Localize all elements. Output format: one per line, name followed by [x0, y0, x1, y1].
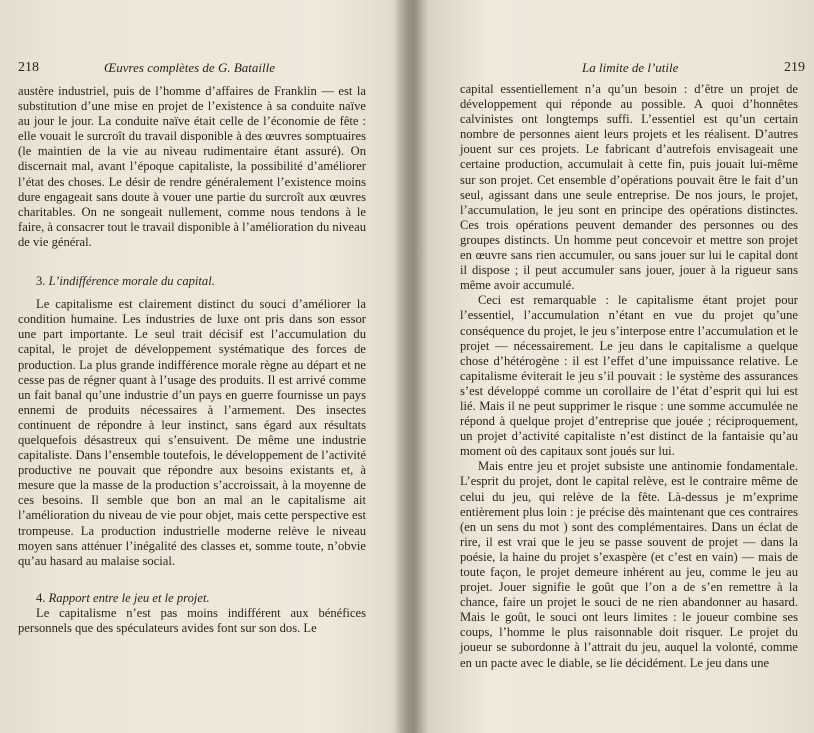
section-3-number: 3. [36, 274, 46, 289]
page-number-left: 218 [18, 60, 39, 75]
right-paragraph-3: Mais entre jeu et projet subsiste une antinomie fondamentale. L’esprit du projet, dont le capital relève, est le contraire même de celui du jeu, qui relève de la fête. Là-dessus je m’exprime entièrement plus loin : je précise dès maintenant que ces contraires (en un sens du mot ) sont des complémentaires. Dans un éclat de rire, il est vrai que le jeu se passe souvent de projet — dans la poésie, la haine du projet s’exaspère (et c’est en vain) — mais de toute façon, le projet demeure inhérent au jeu, comme le jeu au projet. Jouer signifie le goût que l’on a de s’en remettre à la chance, faire un projet le souci de ne rien abandonner au hasard. Mais le goût, le souci ont leurs limites : le joueur combine ses coups, l’homme le plus raisonnable doit risquer. Le projet du joueur se subordonne à l’attrait du jeu, auquel la volonté, comme en un pacte avec le diable, se lie décidément. Le jeu dans une [460, 459, 798, 670]
section-4-paragraph: Le capitalisme n’est pas moins indifférent aux bénéfices personnels que des spéculateurs avides font sur son dos. Le [18, 605, 366, 635]
section-3-heading [18, 274, 366, 289]
right-page [418, 0, 814, 733]
continuation-paragraph: austère industriel, puis de l’homme d’affaires de Franklin — est la substitution d’une mise en projet de l’existence à sa conduite naïve au jour le jour. La conduite naïve était celle de l’économie de fête : elle vouait le surcroît du travail disponible à des œuvres somptuaires (le maintien de la vie au niveau rudimentaire étant assuré). On discernait mal, avant l’époque capitaliste, la possibilité d’améliorer l’état des choses. Le désir de rendre généralement l’existence moins dure engageait sans doute à vouer une partie du surcroît aux œuvres charitables. On ne songeait nullement, comme nous tendons à le faire, à consacrer tout le travail disponible à l’amélioration du niveau de vie général. [18, 84, 366, 249]
section-3-paragraph: Le capitalisme est clairement distinct du souci d’améliorer la condition humaine. Les industries de luxe ont pris dans son essor une part importante. Le seul trait décisif est l’accumulation du capital, le projet de développement systématique des forces de production. La plus grande indifférence morale règne au départ et ne cesse pas de régner quant à l’usage des produits. Il est arrivé comme un fait banal qu’une industrie d’un pays en guerre fournisse un pays ennemi de produits nécessaires à l’armement. Des insectes continuent de répondre à leur instinct, sans égard aux résultats quelquefois désastreux qui s’ensuivent. De même une industrie capitaliste. Dans l’ensemble toutefois, le développement de l’activité productive ne pouvait que répondre aux besoins existants et, à mesure que la masse de la production s’accroissait, à la moyenne de ces besoins. Il semble que bon an mal an le capitalisme ait l’amélioration du niveau de vie pour objet, mais cette perspective est trompeuse. La production industrielle moderne relève le niveau moyen sans atténuer l’inégalité des classes et, somme toute, n’obvie qu’au hasard au malaise social. [18, 297, 366, 568]
left-page-body [18, 84, 366, 636]
right-paragraph-2: Ceci est remarquable : le capitalisme étant projet pour l’essentiel, l’accumulation n’étant en vue du projet qu’une conséquence du projet, le jeu s’interpose entre l’accumulation et le projet — nécessairement. Le jeu dans le capitalisme a quelque chose d’hétérogène : il est l’effet d’une impuissance relative. Le capitalisme éviterait le jeu s’il pouvait : le système des assurances s’est développé comme un corollaire de l’état d’esprit qui lui est lié. Mais il ne peut supprimer le risque : une somme accumulée ne répond à quelque projet d’entreprise que jouée ; réciproquement, un projet d’activité capitaliste n’est distinct de la fantaisie qu’au moment où des capitaux sont joués sur lui. [460, 293, 798, 459]
right-paragraph-1: capital essentiellement n’a qu’un besoin : d’être un projet de développement qui réponde au possible. A quoi d’honnêtes calvinistes ont longtemps suffi. L’essentiel est qu’un certain nombre de personnes aient leurs projets et les réalisent. D’autres jouent sur ces projets. Le fabricant d’autrefois envisageait une certaine production, accumulait à cette fin, puis jouait lui-même sur son projet. Cet ensemble d’opérations pouvait être le fait d’un seul, agissant dans une seule entreprise. De nos jours, le projet, l’accumulation, le jeu sont en principe des opérations distinctes. Ces trois opérations peuvent demander des personnes ou des groupes distincts. Un homme peut concevoir et mettre son projet en œuvre sans rien accumuler, ou sans jouer sur lui le capital dont il dispose ; il peut accumuler sans jouer, jouer à la rigueur sans même avoir accumulé. [460, 82, 798, 293]
section-4-title: Rapport entre le jeu et le projet. [48, 590, 210, 605]
section-3-title: L’indifférence morale du capital. [48, 274, 215, 289]
running-head-right: La limite de l’utile [582, 60, 679, 75]
running-head-left: Œuvres complètes de G. Bataille [104, 60, 275, 75]
right-page-body [460, 82, 798, 671]
left-page [0, 0, 405, 733]
page-number-right: 219 [784, 60, 805, 75]
section-4-number: 4. [36, 590, 46, 605]
section-4-heading [18, 591, 366, 606]
